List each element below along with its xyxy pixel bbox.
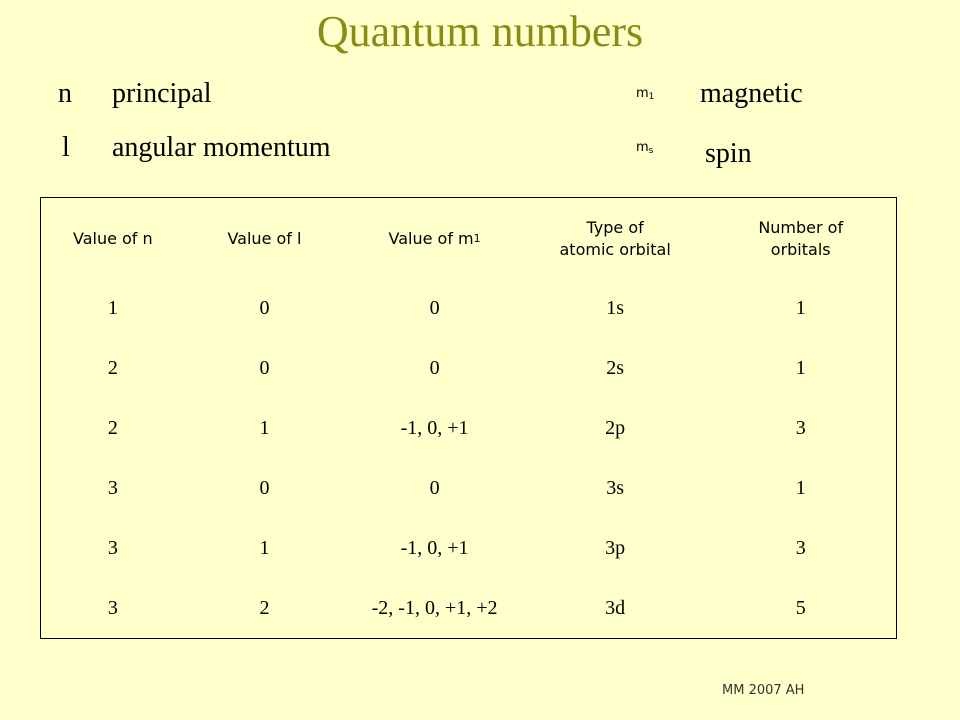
cell-orbital-type: 3d bbox=[605, 596, 626, 619]
footer-credit: MM 2007 AH bbox=[722, 683, 805, 698]
header-orbital-type: Type of atomic orbital bbox=[559, 218, 671, 259]
table-row bbox=[41, 520, 896, 576]
table-row bbox=[41, 400, 896, 456]
cell-orbital-type: 3p bbox=[605, 536, 626, 559]
cell-n: 3 bbox=[107, 536, 118, 559]
cell-m1: -1, 0, +1 bbox=[400, 416, 469, 439]
cell-m1: -1, 0, +1 bbox=[400, 536, 469, 559]
cell-m1: -2, -1, 0, +1, +2 bbox=[371, 596, 498, 619]
cell-orbital-type: 2p bbox=[605, 416, 626, 439]
table-row bbox=[41, 280, 896, 336]
header-value-of-m1: Value of m 1 bbox=[388, 229, 481, 248]
quantum-numbers-table bbox=[40, 197, 897, 639]
table-header-row bbox=[41, 198, 896, 280]
cell-l: 0 bbox=[259, 356, 270, 379]
cell-orbital-count: 1 bbox=[795, 476, 806, 499]
header-value-of-n: Value of n bbox=[72, 229, 153, 248]
cell-l: 0 bbox=[259, 476, 270, 499]
cell-m1: 0 bbox=[429, 356, 440, 379]
spin-symbol: $m_s$ bbox=[636, 140, 654, 156]
spin-label: spin bbox=[705, 138, 752, 169]
cell-l: 1 bbox=[259, 416, 270, 439]
cell-orbital-count: 3 bbox=[795, 536, 806, 559]
table-row bbox=[41, 460, 896, 516]
header-number-of-orbitals: Number of orbitals bbox=[758, 218, 844, 259]
cell-orbital-count: 1 bbox=[795, 296, 806, 319]
cell-m1: 0 bbox=[429, 296, 440, 319]
header-value-of-l: Value of l bbox=[227, 229, 302, 248]
cell-orbital-count: 5 bbox=[795, 596, 806, 619]
cell-n: 2 bbox=[107, 416, 118, 439]
principal-symbol: n bbox=[58, 78, 72, 109]
cell-n: 3 bbox=[107, 476, 118, 499]
cell-orbital-type: 1s bbox=[606, 296, 625, 319]
cell-orbital-count: 3 bbox=[795, 416, 806, 439]
cell-orbital-type: 3s bbox=[606, 476, 625, 499]
cell-n: 1 bbox=[107, 296, 118, 319]
cell-n: 3 bbox=[107, 596, 118, 619]
cell-n: 2 bbox=[107, 356, 118, 379]
table-row bbox=[41, 340, 896, 396]
principal-label: principal bbox=[112, 78, 212, 109]
cell-l: 0 bbox=[259, 296, 270, 319]
magnetic-symbol: $m_1$ bbox=[636, 86, 655, 102]
table-row bbox=[41, 580, 896, 636]
cell-m1: 0 bbox=[429, 476, 440, 499]
slide-title: Quantum numbers bbox=[316, 7, 644, 56]
cell-l: 2 bbox=[259, 596, 270, 619]
magnetic-label: magnetic bbox=[700, 78, 803, 109]
angular-momentum-symbol: l bbox=[62, 132, 70, 163]
cell-orbital-type: 2s bbox=[606, 356, 625, 379]
angular-momentum-label: angular momentum bbox=[112, 132, 331, 163]
cell-l: 1 bbox=[259, 536, 270, 559]
cell-orbital-count: 1 bbox=[795, 356, 806, 379]
